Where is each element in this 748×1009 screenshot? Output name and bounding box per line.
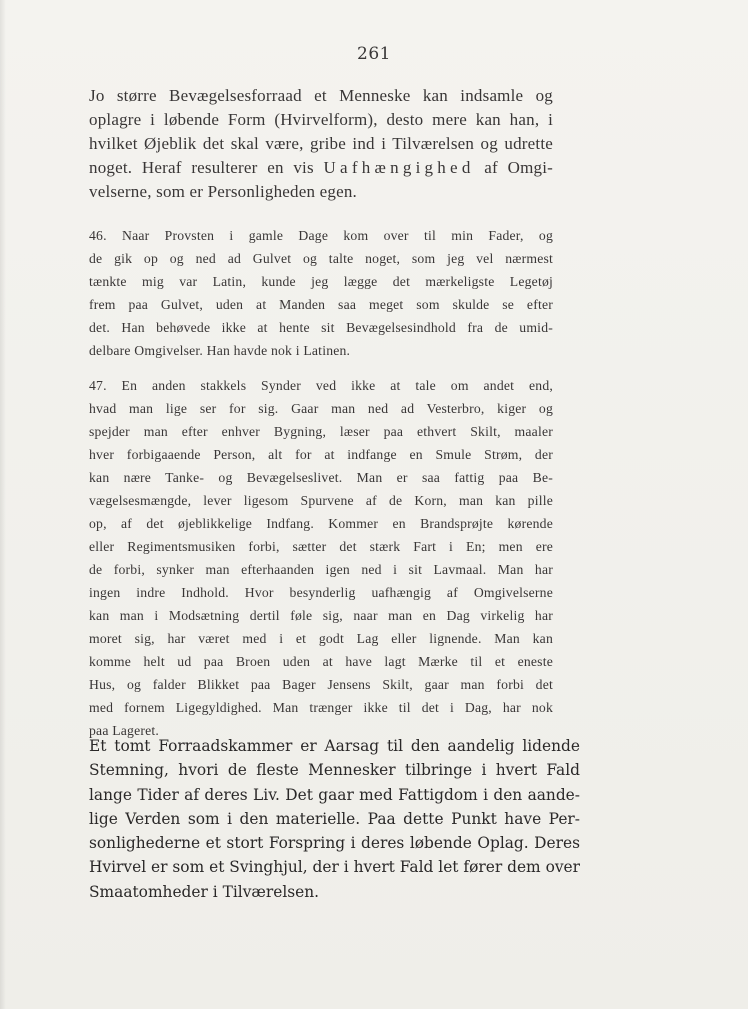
text-line: Et tomt Forraadskammer er Aarsag til den aandelig lidende	[89, 737, 580, 755]
text-line: lige Verden som i den materielle. Paa dette Punkt have Per-	[89, 809, 580, 828]
text-line: frem paa Gulvet, uden at Manden saa meget som skulde se efter	[89, 297, 553, 312]
text-line: hver forbigaaende Person, alt for at indfange en Smule Strøm, der	[89, 447, 553, 462]
paragraph-47	[89, 374, 553, 742]
text-line: Smaatomheder i Tilværelsen.	[89, 882, 320, 901]
text-line: hvilket Øjeblik det skal være, gribe ind i Tilværelsen og udrette	[89, 134, 553, 153]
paragraph-forraadskammer	[89, 734, 580, 904]
text-line: det. Han behøvede ikke at hente sit Bevægelsesindhold fra de umid-	[89, 320, 553, 335]
page-number: 261	[357, 44, 391, 64]
paragraph-uafhaengighed	[89, 84, 553, 204]
text-line: komme helt ud paa Broen uden at have lagt Mærke til et eneste	[89, 654, 553, 669]
text-line: vægelsesmængde, lever ligesom Spurvene af de Korn, man kan pille	[89, 493, 553, 508]
text-line: oplagre i løbende Form (Hvirvelform), desto mere kan han, i	[89, 110, 553, 129]
text-line: Jo større Bevægelsesforraad et Menneske kan indsamle og	[89, 86, 553, 105]
text-line: med fornem Ligegyldighed. Man trænger ikke til det i Dag, har nok	[89, 700, 553, 715]
text-fragment: noget. Heraf resulterer en vis	[89, 158, 324, 177]
text-line: velserne, som er Personligheden egen.	[89, 182, 357, 201]
text-line: Hvirvel er som et Svinghjul, der i hvert Fald let fører dem over	[89, 858, 580, 877]
text-line: ingen indre Indhold. Hvor besynderlig uafhængig af Omgivelserne	[89, 585, 553, 600]
text-line: op, af det øjeblikkelige Indfang. Kommer en Brandsprøjte kørende	[89, 516, 553, 531]
text-line: Stemning, hvori de fleste Mennesker tilbringe i hvert Fald	[89, 761, 580, 780]
text-line: paa Lageret.	[89, 723, 160, 738]
text-line: de forbi, synker man efterhaanden igen ned i sit Lavmaal. Man har	[89, 562, 553, 577]
text-line: 46. Naar Provsten i gamle Dage kom over til min Fader, og	[89, 228, 553, 243]
text-line-composite	[89, 156, 553, 180]
emphasized-word: Uafhængighed	[323, 158, 475, 177]
text-line: lange Tider af deres Liv. Det gaar med Fattigdom i den aande-	[89, 785, 580, 804]
text-fragment: af Omgi-	[474, 158, 553, 177]
text-line: eller Regimentsmusiken forbi, sætter det stærk Fart i En; men ere	[89, 539, 553, 554]
text-line: hvad man lige ser for sig. Gaar man ned ad Vesterbro, kiger og	[89, 401, 553, 416]
page-edge-shadow	[0, 0, 6, 1009]
text-line: tænkte mig var Latin, kunde jeg lægge det mærkeligste Legetøj	[89, 274, 553, 289]
text-line: kan man i Modsætning dertil føle sig, naar man en Dag virkelig har	[89, 608, 553, 623]
paragraph-46	[89, 224, 553, 362]
text-line: sonlighederne et stort Forspring i deres løbende Oplag. Deres	[89, 834, 580, 853]
text-line: 47. En anden stakkels Synder ved ikke at tale om andet end,	[89, 378, 553, 393]
text-line: moret sig, har været med i et godt Lag eller lignende. Man kan	[89, 631, 553, 646]
text-line: de gik op og ned ad Gulvet og talte noget, som jeg vel nærmest	[89, 251, 553, 266]
text-line: Hus, og falder Blikket paa Bager Jensens Skilt, gaar man forbi det	[89, 677, 553, 692]
text-line: kan nære Tanke- og Bevægelseslivet. Man er saa fattig paa Be-	[89, 470, 553, 485]
text-line: delbare Omgivelser. Han havde nok i Latinen.	[89, 343, 351, 358]
text-line: spejder man efter enhver Bygning, læser paa ethvert Skilt, maaler	[89, 424, 553, 439]
